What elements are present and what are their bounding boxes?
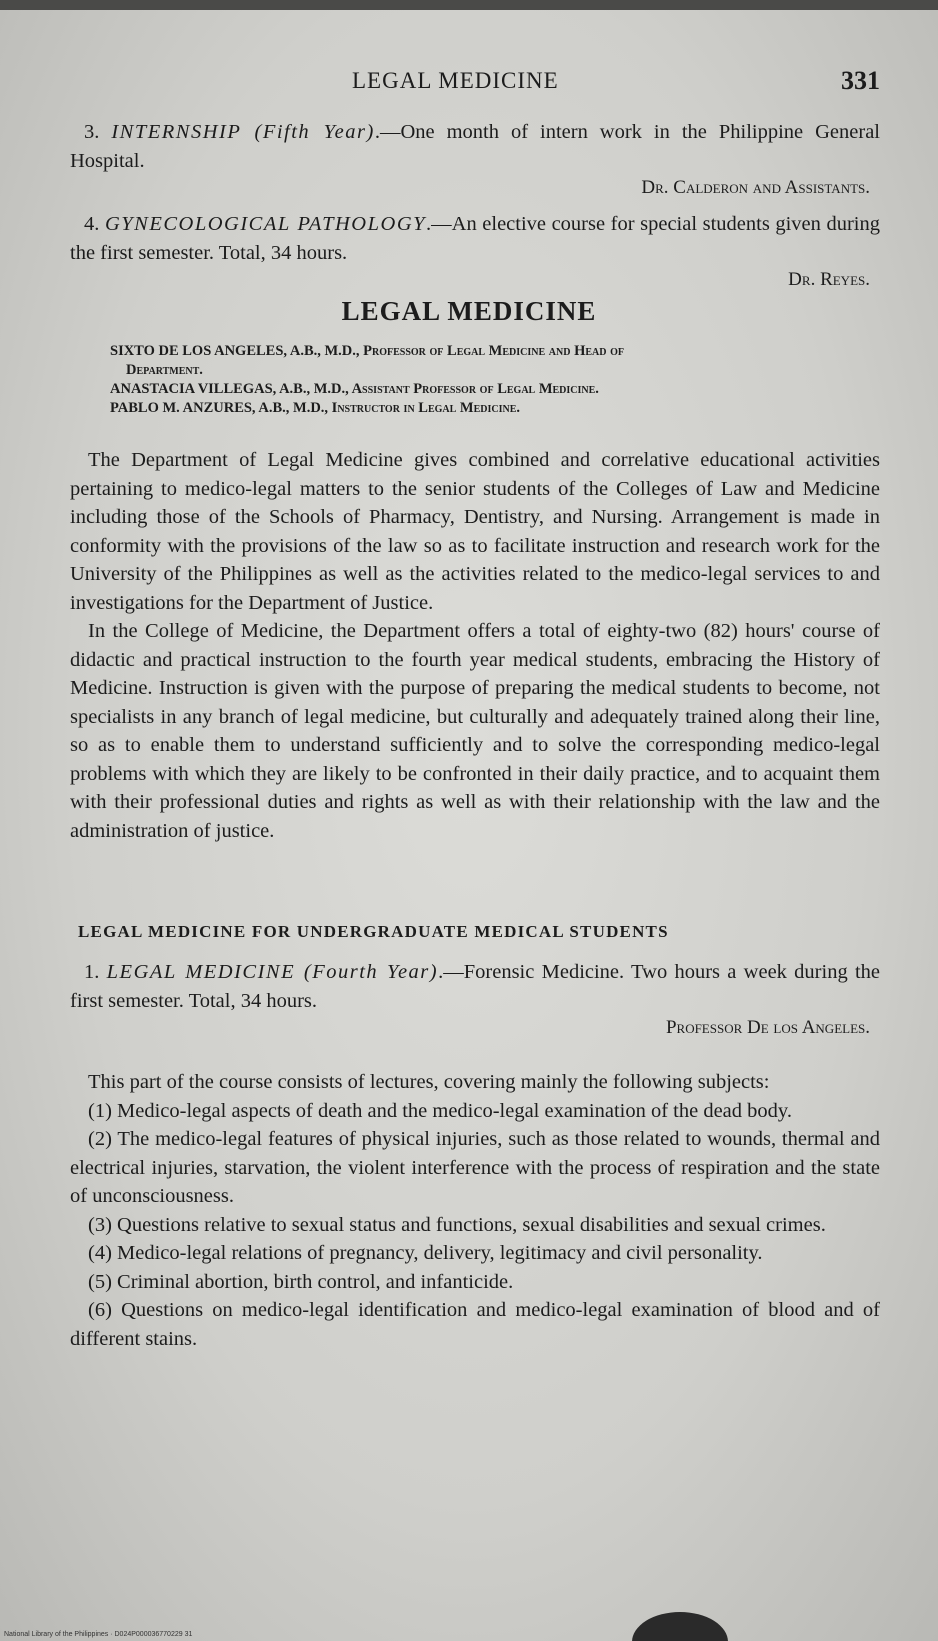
course-title: INTERNSHIP (Fifth Year)	[111, 121, 375, 143]
course-description: .—Forensic Medicine. Two hours a week during the first semester. Total, 34 hours.	[70, 961, 881, 1012]
top-edge-shadow	[0, 0, 938, 10]
faculty-entry-continued: Department.	[126, 362, 203, 378]
running-head: LEGAL MEDICINE	[352, 68, 559, 93]
department-description	[70, 446, 880, 845]
subject-item: (3) Questions relative to sexual status and functions, sexual disabilities and sexual crimes.	[88, 1213, 826, 1236]
library-tag: National Library of the Philippines · D024P000036770229 31	[4, 1631, 193, 1638]
subject-item: (4) Medico-legal relations of pregnancy, delivery, legitimacy and civil personality.	[88, 1242, 763, 1264]
course-title: LEGAL MEDICINE (Fourth Year)	[106, 961, 439, 983]
course-internship	[70, 118, 880, 203]
paragraph: The Department of Legal Medicine gives combined and correlative educational activities pertaining to medico-legal matters to the senior students of the Colleges of Law and Medicine including those of the Schools of Pharmacy, Dentistry, and Nursing. Arrangement is made in conformity with the provisions of the law so as to facilitate instruction and research work for the University of the Philippines as well as the activities related to the medico-legal services to and investigations for the Department of Justice.	[70, 449, 880, 614]
subject-item: (1) Medico-legal aspects of death and the medico-legal examination of the dead body.	[88, 1099, 792, 1122]
course-instructor: Professor De los Angeles.	[665, 1017, 870, 1038]
course-number: 1.	[84, 961, 100, 983]
course-description: .—An elective course for special students given during the first semester. Total, 34 hours.	[70, 213, 881, 264]
course-description: .—One month of intern work in the Philippine General Hospital.	[70, 121, 880, 172]
paragraph: In the College of Medicine, the Department offers a total of eighty-two (82) hours' course of didactic and practical instruction to the fourth year medical students, embracing the History of Medicine. Instruction is given with the purpose of preparing the medical students to become, not specialists in any branch of legal medicine, but culturally and adequately trained along their line, so as to enable them to understand sufficiently and to solve the corresponding medico-legal problems with which they are likely to be confronted in their daily practice, and to acquaint them with their professional duties and rights as well as with their relationship with the law and the administration of justice.	[70, 620, 880, 842]
department-heading: LEGAL MEDICINE	[341, 296, 597, 326]
course-gynecological-pathology	[70, 210, 880, 295]
faculty-entry	[110, 342, 890, 361]
subject-item: (2) The medico-legal features of physical injuries, such as those related to wounds, thermal and electrical injuries, starvation, the violent interference with the process of respiration and the state of unconsciousness.	[70, 1128, 880, 1207]
scan-blot	[632, 1612, 728, 1641]
page-header	[0, 68, 938, 98]
course-legal-medicine	[70, 958, 880, 1043]
subject-item: (6) Questions on medico-legal identification and medico-legal examination of blood and of different stains.	[70, 1299, 880, 1350]
course-number: 4.	[84, 213, 100, 235]
course-subjects	[70, 1068, 880, 1353]
faculty-list	[110, 342, 890, 418]
undergrad-heading: LEGAL MEDICINE FOR UNDERGRADUATE MEDICAL STUDENTS	[78, 922, 669, 941]
course-number: 3.	[84, 121, 100, 143]
faculty-entry: ANASTACIA VILLEGAS, A.B., M.D., Assistant Professor of Legal Medicine.	[110, 381, 599, 397]
page-number: 331	[841, 66, 880, 95]
course-title: GYNECOLOGICAL PATHOLOGY	[104, 213, 427, 235]
faculty-line: SIXTO DE LOS ANGELES, A.B., M.D., Professor of Legal Medicine and Head of	[110, 343, 624, 359]
subject-item: (5) Criminal abortion, birth control, and infanticide.	[88, 1270, 514, 1293]
course-instructor: Dr. Reyes.	[788, 269, 870, 290]
faculty-entry: PABLO M. ANZURES, A.B., M.D., Instructor in Legal Medicine.	[110, 400, 521, 416]
subjects-intro: This part of the course consists of lectures, covering mainly the following subjects:	[88, 1071, 770, 1093]
course-instructor: Dr. Calderon and Assistants.	[641, 177, 870, 198]
